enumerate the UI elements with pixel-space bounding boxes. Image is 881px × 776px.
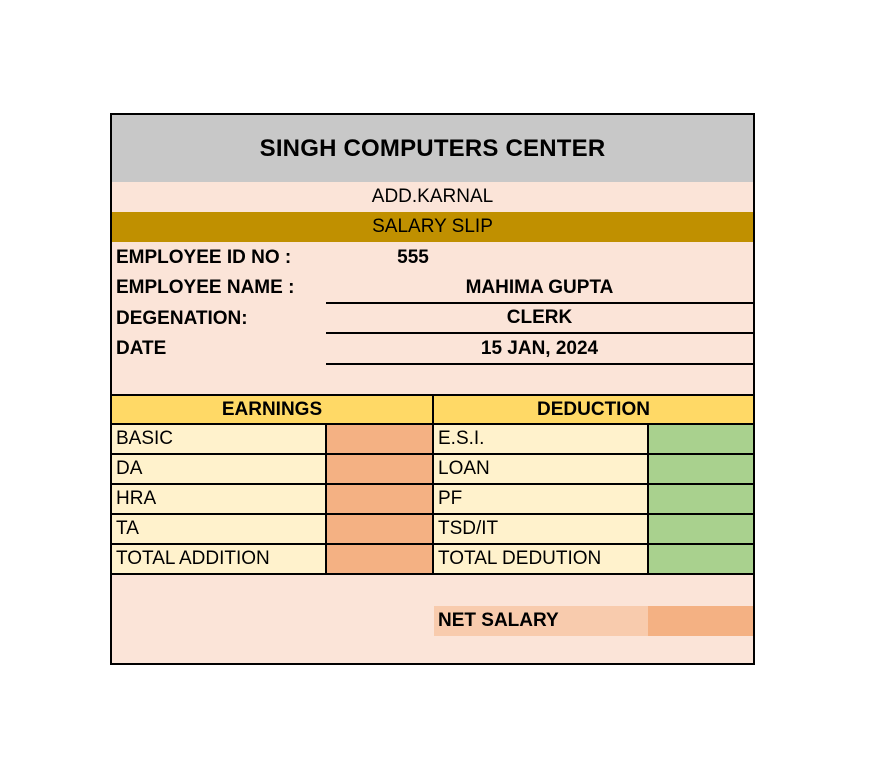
deduction-amount-pf[interactable] [649, 485, 753, 515]
deduction-label-total-deduction: TOTAL DEDUTION [434, 545, 649, 575]
deduction-label-tsd-it: TSD/IT [434, 515, 649, 545]
employee-name-value[interactable]: MAHIMA GUPTA [326, 273, 753, 304]
employee-name-label: EMPLOYEE NAME : [116, 277, 295, 298]
salary-slip [110, 113, 755, 665]
designation-value[interactable]: CLERK [326, 304, 753, 334]
deduction-header: DEDUCTION [434, 394, 753, 425]
earning-label-ta: TA [112, 515, 327, 545]
employee-id-value[interactable]: 555 [397, 247, 429, 268]
deduction-label-pf: PF [434, 485, 649, 515]
designation-label: DEGENATION: [116, 308, 248, 329]
earning-amount-ta[interactable] [327, 515, 434, 545]
earning-label-hra: HRA [112, 485, 327, 515]
document-title: SALARY SLIP [112, 212, 753, 242]
deduction-amount-esi[interactable] [649, 425, 753, 455]
earning-label-basic: BASIC [112, 425, 327, 455]
earning-amount-total-addition[interactable] [327, 545, 434, 575]
employee-id-label: EMPLOYEE ID NO : [116, 247, 292, 268]
deduction-amount-total-deduction[interactable] [649, 545, 753, 575]
earning-amount-da[interactable] [327, 455, 434, 485]
deduction-label-esi: E.S.I. [434, 425, 649, 455]
deduction-amount-loan[interactable] [649, 455, 753, 485]
company-address: ADD.KARNAL [371, 186, 494, 207]
date-value[interactable]: 15 JAN, 2024 [326, 334, 753, 365]
deduction-amount-tsd-it[interactable] [649, 515, 753, 545]
earning-amount-basic[interactable] [327, 425, 434, 455]
earnings-header: EARNINGS [112, 394, 434, 425]
earning-amount-hra[interactable] [327, 485, 434, 515]
net-salary-label: NET SALARY [434, 606, 648, 636]
company-name: SINGH COMPUTERS CENTER [112, 115, 753, 182]
deduction-label-loan: LOAN [434, 455, 649, 485]
date-label: DATE [116, 338, 167, 359]
earning-label-total-addition: TOTAL ADDITION [112, 545, 327, 575]
net-salary-amount[interactable] [648, 606, 753, 636]
earning-label-da: DA [112, 455, 327, 485]
